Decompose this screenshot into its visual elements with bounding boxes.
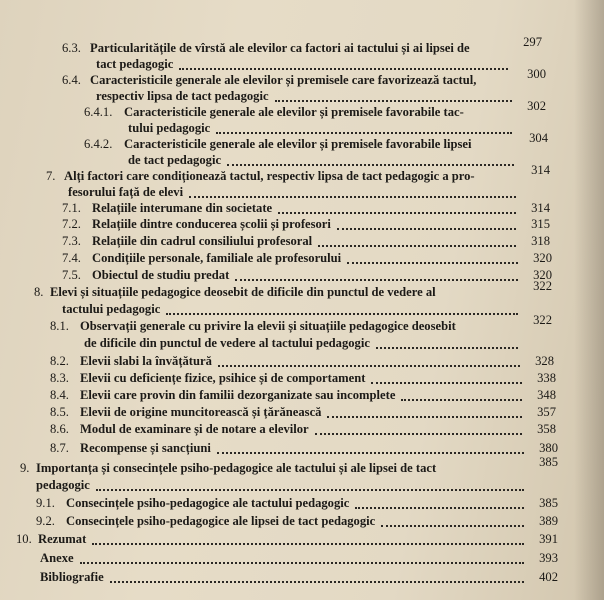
toc-entry-6-4 [0, 67, 604, 106]
toc-entry-page-number: 348 [537, 388, 556, 402]
toc-entry-title: Caracteristicile generale ale elevilor și premisele favorabile tac- [124, 105, 464, 119]
toc-entry-title: Elevi și situațiile pedagogice deosebit de dificile din punctul de vedere al [50, 285, 436, 299]
toc-entry-bibliografie [0, 569, 604, 586]
toc-entry-number: 6.4.2. [84, 137, 113, 151]
toc-entry-page-number: 304 [529, 131, 548, 145]
toc-entry-title: Modul de examinare și de notare a elevilor [80, 422, 309, 436]
dot-leader [92, 541, 524, 545]
toc-entry-title: Condițiile personale, familiale ale profesorului [92, 251, 342, 265]
toc-entry-8-1 [0, 313, 604, 352]
dot-leader [179, 66, 508, 70]
dot-leader [110, 579, 524, 583]
toc-entry-7-4 [0, 250, 604, 267]
toc-entry-6-4-2 [0, 131, 604, 170]
toc-entry-number: 8.7. [50, 441, 69, 455]
dot-leader [235, 277, 518, 281]
toc-entry-page-number: 322 [533, 279, 552, 293]
dot-leader [371, 380, 522, 384]
dot-leader [227, 162, 514, 166]
toc-entry-page-number: 322 [533, 313, 552, 327]
dot-leader [96, 487, 524, 491]
toc-entry-number: 7.2. [62, 217, 81, 231]
toc-entry-7-3 [0, 233, 604, 250]
toc-entry-title-continued: respectiv lipsa de tact pedagogic [96, 89, 269, 103]
toc-entry-number: 7.3. [62, 234, 81, 248]
toc-entry-8-5 [0, 404, 604, 421]
toc-entry-page-number: 314 [531, 201, 550, 215]
toc-entry-number: 7.5. [62, 268, 81, 282]
toc-entry-8-3 [0, 370, 604, 387]
toc-entry-page-number: 338 [537, 371, 556, 385]
toc-entry-title: Elevii de origine muncitorească și țărănească [80, 405, 322, 419]
toc-entry-10 [0, 531, 604, 548]
toc-entry-page-number: 320 [533, 268, 552, 282]
toc-entry-page-number: 391 [539, 532, 558, 546]
toc-entry-9 [0, 455, 604, 494]
toc-entry-page-number: 357 [537, 405, 556, 419]
dot-leader [318, 243, 516, 247]
toc-entry-page-number: 300 [527, 67, 546, 81]
dot-leader [216, 130, 512, 134]
toc-entry-page-number: 380 [539, 441, 558, 455]
toc-entry-number: 8.6. [50, 422, 69, 436]
dot-leader [355, 505, 524, 509]
toc-entry-number: 6.3. [62, 41, 81, 55]
dot-leader [315, 431, 522, 435]
toc-entry-number: 9.2. [36, 514, 55, 528]
toc-entry-page-number: 358 [537, 422, 556, 436]
toc-entry-number: 9.1. [36, 496, 55, 510]
dot-leader [401, 397, 522, 401]
toc-entry-page-number: 320 [533, 251, 552, 265]
toc-entry-title-continued: de dificile din punctul de vedere al tactului pedagogic [84, 336, 370, 350]
toc-entry-title: Recompense și sancțiuni [80, 441, 211, 455]
dot-leader [278, 210, 516, 214]
toc-entry-title: Bibliografie [40, 570, 104, 584]
toc-entry-6-3 [0, 35, 604, 74]
toc-entry-title: Rezumat [38, 532, 87, 546]
toc-entry-title-continued: fesorului față de elevi [68, 185, 184, 199]
toc-entry-page-number: 297 [523, 35, 542, 49]
toc-entry-title: Caracteristicile generale ale elevilor și premisele favorabile lipsei [124, 137, 472, 151]
toc-entry-page-number: 385 [539, 496, 558, 510]
toc-entry-page-number: 389 [539, 514, 558, 528]
toc-entry-title: Obiectul de studiu predat [92, 268, 230, 282]
dot-leader [217, 450, 524, 454]
dot-leader [337, 226, 516, 230]
toc-entry-page-number: 318 [531, 234, 550, 248]
toc-entry-9-1 [0, 495, 604, 512]
toc-entry-number: 6.4. [62, 73, 81, 87]
toc-entry-8-6 [0, 421, 604, 438]
toc-entry-title: Caracteristicile generale ale elevilor și premisele care favorizează tactul, [90, 73, 477, 87]
toc-entry-title-continued: pedagogic [36, 478, 90, 492]
dot-leader [189, 194, 516, 198]
toc-entry-title: Consecințele psiho-pedagogice ale tactului pedagogic [66, 496, 350, 510]
toc-entry-page-number: 385 [539, 455, 558, 469]
toc-entry-page-number: 302 [527, 99, 546, 113]
toc-entry-title-continued: de tact pedagogic [128, 153, 222, 167]
toc-entry-number: 8.1. [50, 319, 69, 333]
toc-entry-number: 8.4. [50, 388, 69, 402]
dot-leader [381, 523, 524, 527]
toc-entry-number: 7.4. [62, 251, 81, 265]
toc-entry-title: Elevii cu deficiențe fizice, psihice și de comportament [80, 371, 366, 385]
toc-entry-title: Consecințele psiho-pedagogice ale lipsei de tact pedagogic [66, 514, 376, 528]
toc-entry-number: 9. [20, 461, 30, 475]
toc-entry-number: 7.1. [62, 201, 81, 215]
toc-entry-8-2 [0, 353, 604, 370]
toc-entry-number: 8. [34, 285, 44, 299]
toc-entry-anexe [0, 550, 604, 567]
dot-leader [275, 98, 512, 102]
dot-leader [80, 560, 524, 564]
toc-entry-7-5 [0, 267, 604, 284]
toc-entry-7 [0, 163, 604, 202]
toc-entry-number: 8.5. [50, 405, 69, 419]
toc-entry-page-number: 314 [531, 163, 550, 177]
toc-entry-title-continued: tact pedagogic [96, 57, 174, 71]
toc-entry-title-continued: tului pedagogic [128, 121, 211, 135]
toc-entry-title: Anexe [40, 551, 74, 565]
dot-leader [376, 345, 518, 349]
toc-entry-page-number: 315 [531, 217, 550, 231]
toc-entry-number: 6.4.1. [84, 105, 113, 119]
toc-entry-title: Relațiile interumane din societate [92, 201, 273, 215]
toc-entry-title: Relațiile din cadrul consiliului profesoral [92, 234, 313, 248]
toc-entry-title: Elevii slabi la învățătură [80, 354, 212, 368]
toc-entry-7-2 [0, 216, 604, 233]
toc-entry-title: Elevii care provin din familii dezorganizate sau incomplete [80, 388, 396, 402]
toc-entry-number: 7. [46, 169, 56, 183]
dot-leader [347, 260, 518, 264]
toc-entry-9-2 [0, 513, 604, 530]
dot-leader [218, 363, 520, 367]
dot-leader [166, 311, 518, 315]
toc-entry-7-1 [0, 200, 604, 217]
toc-entry-page-number: 402 [539, 570, 558, 584]
toc-entry-title: Importanța și consecințele psiho-pedagogice ale tactului și ale lipsei de tact [36, 461, 437, 475]
toc-entry-8 [0, 279, 604, 318]
toc-entry-8-4 [0, 387, 604, 404]
toc-entry-6-4-1 [0, 99, 604, 138]
toc-entry-number: 10. [16, 532, 32, 546]
toc-entry-title: Observații generale cu privire la elevii și situațiile pedagogice deosebit [80, 319, 456, 333]
toc-entry-number: 8.3. [50, 371, 69, 385]
toc-entry-page-number: 328 [535, 354, 554, 368]
toc-entry-page-number: 393 [539, 551, 558, 565]
dot-leader [327, 414, 522, 418]
toc-entry-8-7 [0, 440, 604, 457]
toc-entry-number: 8.2. [50, 354, 69, 368]
toc-entry-title: Alți factori care condiționează tactul, respectiv lipsa de tact pedagogic a pro- [64, 169, 475, 183]
toc-entry-title: Particularitățile de vîrstă ale elevilor ca factori ai tactului și ai lipsei de [90, 41, 470, 55]
toc-entry-title: Relațiile dintre conducerea școlii și profesori [92, 217, 331, 231]
toc-entry-title-continued: tactului pedagogic [62, 302, 161, 316]
